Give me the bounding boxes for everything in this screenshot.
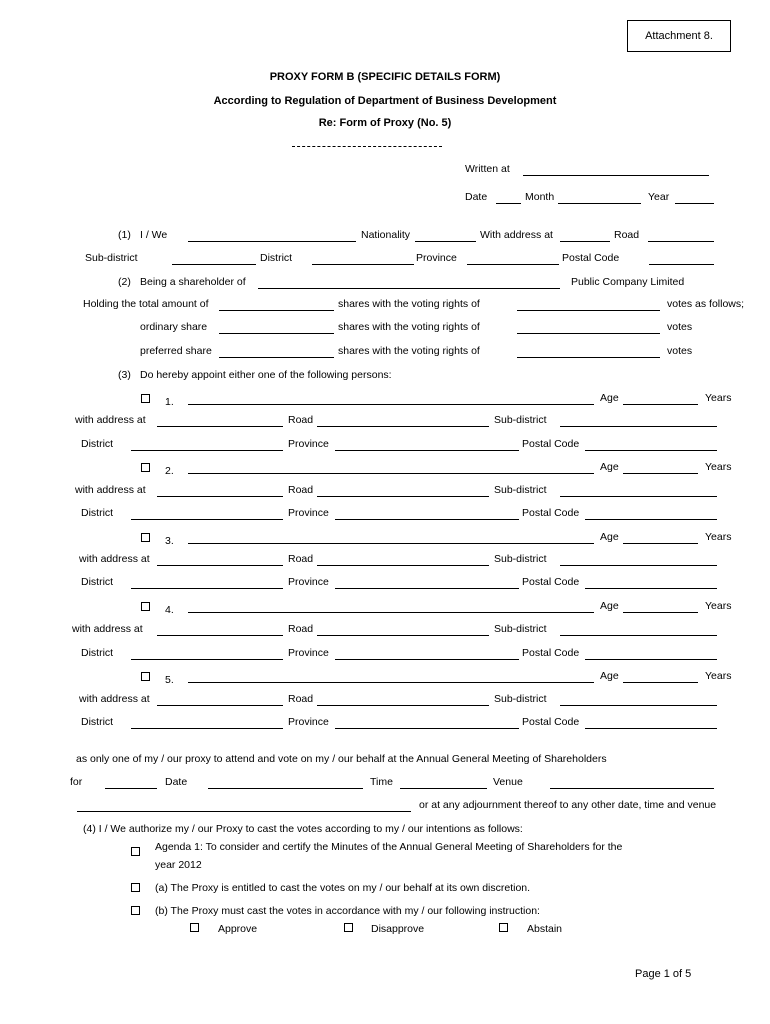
proxy-3-district-label: District [81,576,114,588]
proxy-1-age-field[interactable] [623,404,698,405]
form-re: Re: Form of Proxy (No. 5) [318,117,452,129]
holding-label: Holding the total amount of [83,298,209,310]
total-votes-field[interactable] [517,310,660,311]
proxy-5-province-field[interactable] [335,728,519,729]
adjournment-text: or at any adjournment thereof to any other date, time and venue [419,799,717,811]
proxy-3-age-label: Age [600,531,619,543]
proxy-2-postal-code-label: Postal Code [522,507,580,519]
proxy-5-sub-district-label: Sub-district [494,693,547,705]
postal-code-field[interactable] [649,264,714,265]
year-label: Year [648,191,670,203]
shares-voting-label: shares with the voting rights of [338,298,480,310]
proxy-4-address-label: with address at [72,623,143,635]
proxy-3-postal-code-label: Postal Code [522,576,580,588]
proxy-3-age-field[interactable] [623,543,698,544]
month-label: Month [525,191,555,203]
proxy-4-district-label: District [81,647,114,659]
proxy-2-checkbox[interactable] [141,463,150,472]
proxy-1-postal-code-label: Postal Code [522,438,580,450]
proxy-1-district-field[interactable] [131,450,283,451]
proxy-2-province-field[interactable] [335,519,519,520]
proxy-1-number: 1. [165,396,174,408]
agenda-1-text-cont: year 2012 [155,859,202,871]
meeting-time-field[interactable] [400,788,487,789]
agenda-1-checkbox[interactable] [131,847,140,856]
district-label: District [260,252,293,264]
proxy-1-road-label: Road [288,414,314,426]
meeting-date-field[interactable] [208,788,363,789]
proxy-2-age-label: Age [600,461,619,473]
date-label: Date [465,191,488,203]
section3-number: (3) [118,369,131,381]
i-we-label: I / We [140,229,168,241]
proxy-3-checkbox[interactable] [141,533,150,542]
proxy-2-province-label: Province [288,507,329,519]
proxy-4-checkbox[interactable] [141,602,150,611]
abstain-checkbox[interactable] [499,923,508,932]
meeting-for-label: for [70,776,83,788]
year-field[interactable] [675,203,714,204]
section2-number: (2) [118,276,131,288]
proxy-1-years-label: Years [705,392,732,404]
province-label: Province [416,252,457,264]
proxy-3-province-label: Province [288,576,329,588]
ordinary-share-label: ordinary share [140,321,208,333]
proxy-2-years-label: Years [705,461,732,473]
written-at-label: Written at [465,163,510,175]
preferred-shares-field[interactable] [219,357,334,358]
sub-district-label: Sub-district [85,252,138,264]
postal-code-label: Postal Code [562,252,620,264]
district-field[interactable] [312,264,414,265]
section4-intro: (4) I / We authorize my / our Proxy to cast the votes according to my / our intentions as follows: [83,823,523,835]
company-field[interactable] [258,288,560,289]
sub-district-field[interactable] [172,264,256,265]
proxy-3-road-field[interactable] [317,565,489,566]
preferred-share-label: preferred share [140,345,212,357]
proxy-3-address-field[interactable] [157,565,283,566]
ordinary-votes-field[interactable] [517,333,660,334]
proxy-1-address-field[interactable] [157,426,283,427]
option-b-text: (b) The Proxy must cast the votes in accordance with my / our following instruction: [155,905,540,917]
proxy-5-number: 5. [165,674,174,686]
proxy-4-road-field[interactable] [317,635,489,636]
proxy-statement: as only one of my / our proxy to attend and vote on my / our behalf at the Annual General Meeting of Shareholders [76,753,607,765]
appoint-label: Do hereby appoint either one of the following persons: [140,369,392,381]
proxy-1-road-field[interactable] [317,426,489,427]
proxy-4-district-field[interactable] [131,659,283,660]
preferred-voting-label: shares with the voting rights of [338,345,480,357]
proxy-4-name-field[interactable] [188,612,594,613]
proxy-3-sub-district-label: Sub-district [494,553,547,565]
proxy-2-address-label: with address at [75,484,146,496]
option-b-checkbox[interactable] [131,906,140,915]
preferred-votes-field[interactable] [517,357,660,358]
proxy-2-number: 2. [165,465,174,477]
proxy-1-address-label: with address at [75,414,146,426]
road-field[interactable] [648,241,714,242]
province-field[interactable] [467,264,559,265]
form-subtitle: According to Regulation of Department of Business Development [213,95,557,107]
proxy-5-sub-district-field[interactable] [560,705,717,706]
proxy-5-checkbox[interactable] [141,672,150,681]
section1-number: (1) [118,229,131,241]
proxy-1-checkbox[interactable] [141,394,150,403]
proxy-3-province-field[interactable] [335,588,519,589]
proxy-1-province-field[interactable] [335,450,519,451]
name-field[interactable] [188,241,356,242]
meeting-time-label: Time [370,776,393,788]
proxy-3-road-label: Road [288,553,314,565]
title-separator [292,146,442,147]
proxy-2-road-field[interactable] [317,496,489,497]
proxy-5-road-field[interactable] [317,705,489,706]
abstain-label: Abstain [527,923,563,935]
month-field[interactable] [558,203,641,204]
proxy-2-address-field[interactable] [157,496,283,497]
date-field[interactable] [496,203,521,204]
proxy-5-district-field[interactable] [131,728,283,729]
proxy-4-number: 4. [165,604,174,616]
option-a-text: (a) The Proxy is entitled to cast the votes on my / our behalf at its own discretion. [155,882,531,894]
proxy-2-sub-district-label: Sub-district [494,484,547,496]
proxy-5-age-label: Age [600,670,619,682]
votes-as-follows-label: votes as follows; [667,298,745,310]
proxy-5-province-label: Province [288,716,329,728]
ordinary-votes-label: votes [667,321,693,333]
proxy-4-sub-district-field[interactable] [560,635,717,636]
address-field[interactable] [560,241,610,242]
venue-continued-field[interactable] [77,811,411,812]
approve-checkbox[interactable] [190,923,199,932]
ordinary-shares-field[interactable] [219,333,334,334]
proxy-4-postal-code-label: Postal Code [522,647,580,659]
attachment-label: Attachment 8. [627,20,731,52]
proxy-1-sub-district-field[interactable] [560,426,717,427]
proxy-1-name-field[interactable] [188,404,594,405]
proxy-2-name-field[interactable] [188,473,594,474]
total-shares-field[interactable] [219,310,334,311]
address-label: With address at [480,229,553,241]
proxy-4-province-field[interactable] [335,659,519,660]
road-label: Road [614,229,640,241]
proxy-1-province-label: Province [288,438,329,450]
proxy-4-sub-district-label: Sub-district [494,623,547,635]
option-a-checkbox[interactable] [131,883,140,892]
proxy-5-postal-code-label: Postal Code [522,716,580,728]
proxy-3-sub-district-field[interactable] [560,565,717,566]
proxy-5-postal-code-field[interactable] [585,728,717,729]
proxy-4-age-label: Age [600,600,619,612]
proxy-3-name-field[interactable] [188,543,594,544]
proxy-2-district-label: District [81,507,114,519]
proxy-3-district-field[interactable] [131,588,283,589]
proxy-4-address-field[interactable] [157,635,283,636]
proxy-3-postal-code-field[interactable] [585,588,717,589]
proxy-4-road-label: Road [288,623,314,635]
proxy-2-road-label: Road [288,484,314,496]
meeting-venue-label: Venue [493,776,523,788]
proxy-1-postal-code-field[interactable] [585,450,717,451]
shareholder-label: Being a shareholder of [140,276,246,288]
meeting-date-label: Date [165,776,188,788]
proxy-5-years-label: Years [705,670,732,682]
form-title: PROXY FORM B (SPECIFIC DETAILS FORM) [269,71,501,83]
preferred-votes-label: votes [667,345,693,357]
proxy-4-province-label: Province [288,647,329,659]
proxy-5-road-label: Road [288,693,314,705]
approve-label: Approve [218,923,258,935]
written-at-field[interactable] [523,175,709,176]
proxy-2-district-field[interactable] [131,519,283,520]
nationality-label: Nationality [361,229,411,241]
page-number: Page 1 of 5 [635,968,692,980]
proxy-2-sub-district-field[interactable] [560,496,717,497]
proxy-1-sub-district-label: Sub-district [494,414,547,426]
proxy-5-district-label: District [81,716,114,728]
proxy-4-age-field[interactable] [623,612,698,613]
proxy-4-postal-code-field[interactable] [585,659,717,660]
company-suffix: Public Company Limited [571,276,685,288]
disapprove-checkbox[interactable] [344,923,353,932]
proxy-3-number: 3. [165,535,174,547]
proxy-4-years-label: Years [705,600,732,612]
proxy-5-address-field[interactable] [157,705,283,706]
meeting-year-field[interactable] [105,788,157,789]
proxy-2-postal-code-field[interactable] [585,519,717,520]
agenda-1-text: Agenda 1: To consider and certify the Minutes of the Annual General Meeting of Shareholders for the [155,841,623,853]
meeting-venue-field[interactable] [550,788,714,789]
proxy-5-name-field[interactable] [188,682,594,683]
disapprove-label: Disapprove [371,923,425,935]
proxy-5-address-label: with address at [79,693,150,705]
proxy-1-district-label: District [81,438,114,450]
proxy-3-address-label: with address at [79,553,150,565]
proxy-3-years-label: Years [705,531,732,543]
nationality-field[interactable] [415,241,476,242]
proxy-5-age-field[interactable] [623,682,698,683]
ordinary-voting-label: shares with the voting rights of [338,321,480,333]
proxy-1-age-label: Age [600,392,619,404]
proxy-2-age-field[interactable] [623,473,698,474]
